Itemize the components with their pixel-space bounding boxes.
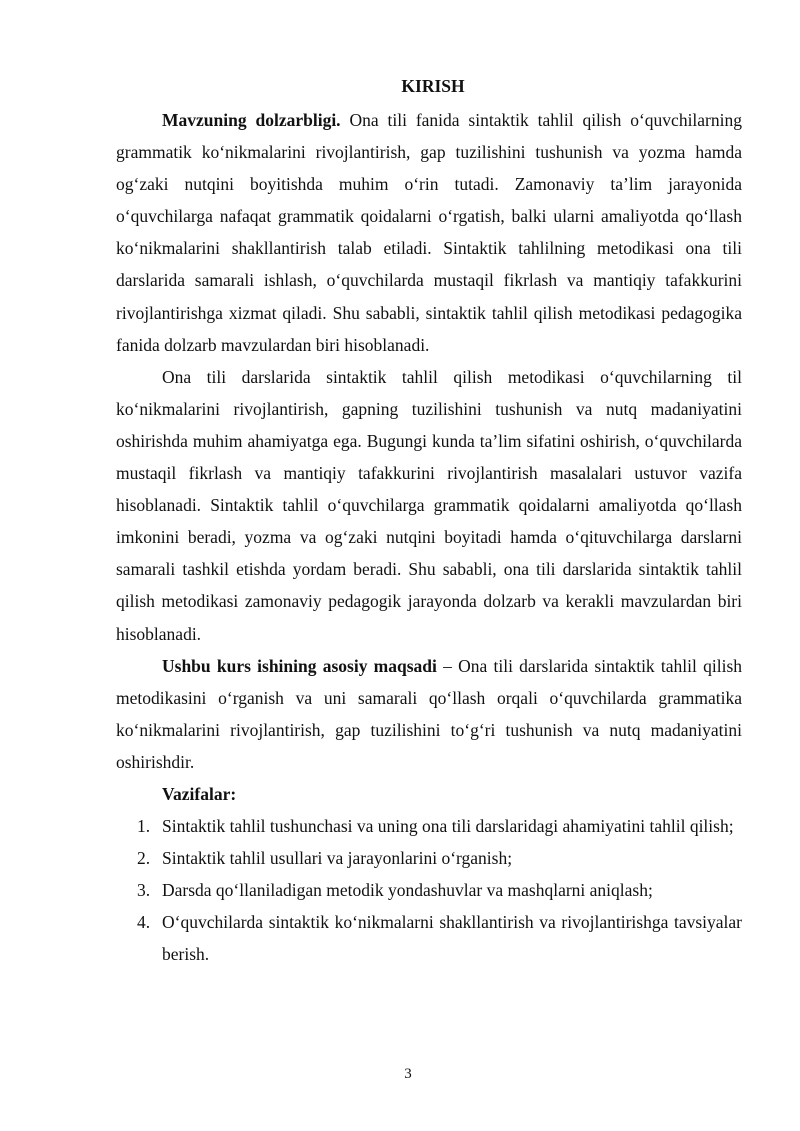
list-item: [137, 842, 742, 874]
paragraph-relevance: [116, 104, 742, 361]
list-item-number: 3.: [137, 880, 151, 901]
list-item-number: 4.: [137, 912, 151, 933]
list-item-text: Sintaktik tahlil usullari va jarayonlarini o‘rganish;: [162, 848, 513, 869]
list-item-text: Darsda qo‘llaniladigan metodik yondashuvlar va mashqlarni aniqlash;: [162, 880, 653, 901]
paragraph-relevance-lead: Mavzuning dolzarbligi.: [162, 110, 341, 130]
list-item-text: Sintaktik tahlil tushunchasi va uning ona tili darslaridagi ahamiyatini tahlil qilish;: [162, 816, 734, 837]
list-item: [137, 906, 742, 970]
tasks-list: [116, 810, 742, 970]
paragraph-goal: [116, 650, 742, 778]
paragraph-importance: [116, 361, 742, 650]
list-item: [137, 810, 742, 842]
paragraph-importance-text: Ona tili darslarida sintaktik tahlil qilish metodikasi o‘quvchilarning til ko‘nikmalarini rivojlantirish, gapning tuzilishini tushunish va nutq madaniyatini oshirishda muhim ahamiyatga ega. Bugungi kunda ta’lim sifatini oshirish, o‘quvchilarda mustaqil fikrlash va mantiqiy tafakkurini rivojlantirish masalalari ustuvor vazifa hisoblanadi. Sintaktik tahlil o‘quvchilarga grammatik qoidalarni amaliyotda qo‘llash imkonini beradi, yozma va og‘zaki nutqini boyitadi hamda o‘qituvchilarga darslarni samarali tashkil etishda yordam beradi. Shu sababli, ona tili darslarida sintaktik tahlil qilish metodikasi zamonaviy pedagogik jarayonda dolzarb va kerakli mavzulardan biri hisoblanadi.: [116, 366, 742, 644]
list-item-number: 1.: [137, 816, 151, 837]
paragraph-goal-text: – Ona tili darslarida sintaktik tahlil qilish metodikasini o‘rganish va uni samarali qo‘llash orqali o‘quvchilarda grammatika ko‘nikmalarini rivojlantirish, gap tuzilishini to‘g‘ri tushunish va nutq madaniyatini oshirishdir.: [116, 655, 743, 772]
list-item-text: O‘quvchilarda sintaktik ko‘nikmalarni shakllantirish va rivojlantirishga tavsiyalar berish.: [162, 912, 742, 965]
tasks-title: Vazifalar:: [162, 783, 237, 804]
list-item: [137, 874, 742, 906]
section-heading: KIRISH: [401, 76, 465, 96]
paragraph-goal-lead: Ushbu kurs ishining asosiy maqsadi: [162, 655, 437, 676]
paragraph-relevance-text: Ona tili fanida sintaktik tahlil qilish o‘quvchilarning grammatik ko‘nikmalarini rivojlantirish, gap tuzilishini tushunish va yozma hamda og‘zaki nutqini boyitishda muhim o‘rin tutadi. Zamonaviy ta’lim jarayonida o‘quvchilarga nafaqat grammatik qoidalarni o‘rgatish, balki ularni amaliyotda qo‘llash ko‘nikmalarini shakllantirish talab etiladi. Sintaktik tahlilning metodikasi ona tili darslarida samarali ishlash, o‘quvchilarda mustaqil fikrlash va mantiqiy tafakkurini rivojlantirishga xizmat qiladi. Shu sababli, sintaktik tahlil qilish metodikasi pedagogika fanida dolzarb mavzulardan biri hisoblanadi.: [116, 110, 742, 355]
list-item-number: 2.: [137, 848, 151, 869]
page-number: 3: [404, 1066, 412, 1082]
